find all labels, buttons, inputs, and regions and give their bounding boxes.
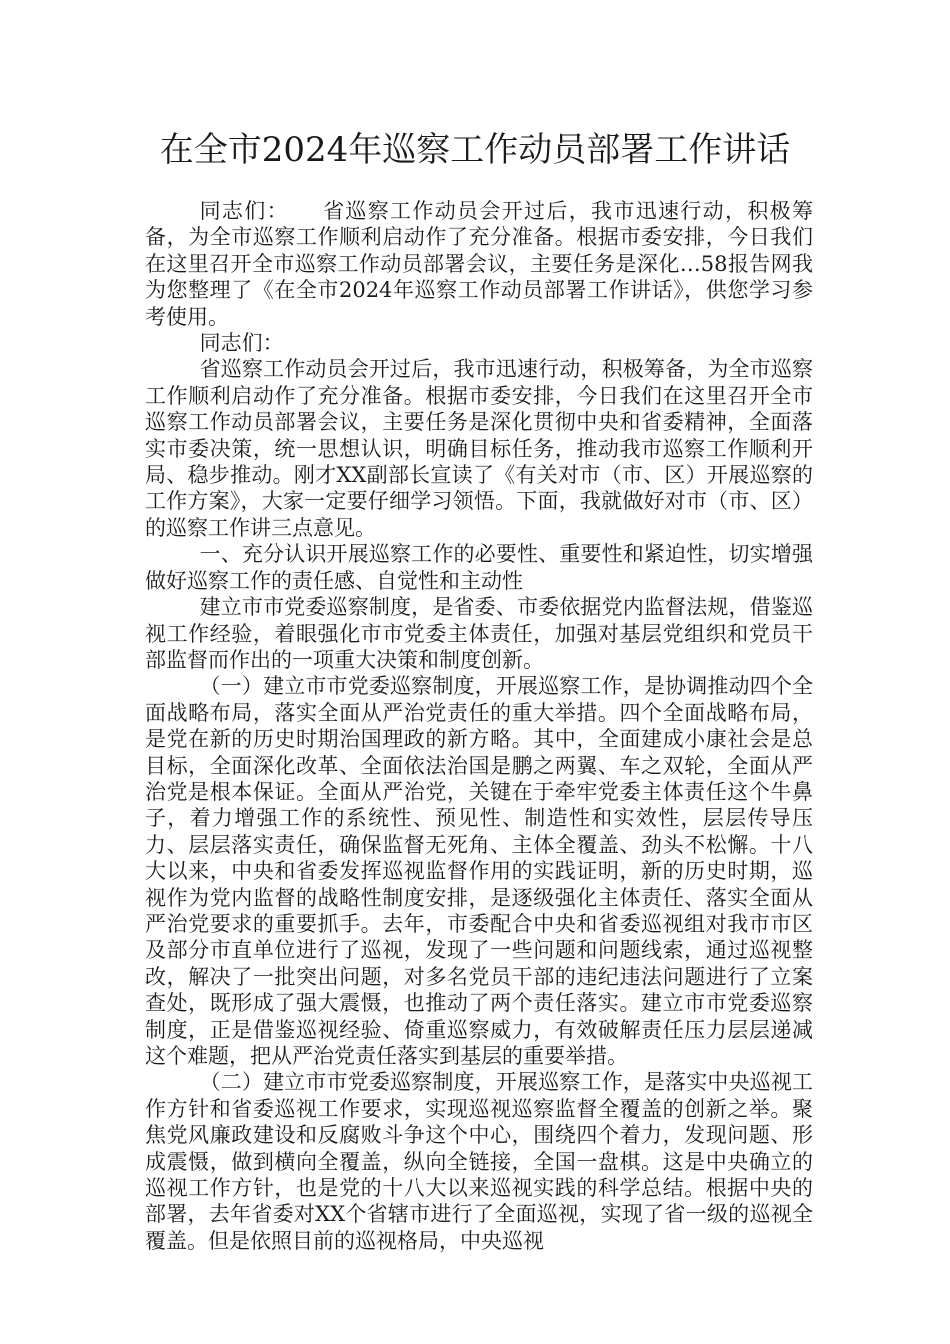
paragraph-salutation: 同志们： [199,331,284,356]
paragraph-point-1: （一）建立市市党委巡察制度，开展巡察工作，是协调推动四个全面战略布局，落实全面从严治党责任的重大举措。四个全面战略布局，是党在新的历史时期治国理政的新方略。其中，全面建成小康社会是总目标，全面深化改革、全面依法治国是鹏之两翼、车之双轮，全面从严治党是根本保证。全面从严治党，关键在于牵牢党委主体责任这个牛鼻子，着力增强工作的系统性、预见性、制造性和实效性，层层传导压力、层层落实责任，确保监督无死角、主体全覆盖、劲头不松懈。十八大以来，中央和省委发挥巡视监督作用的实践证明，新的历史时期，巡视作为党内监督的战略性制度安排，是逐级强化主体责任、落实全面从严治党要求的重要抓手。去年，市委配合中央和省委巡视组对我市市区及部分市直单位进行了巡视，发现了一些问题和问题线索，通过巡视整改，解决了一批突出问题，对多名党员干部的违纪违法问题进行了立案查处，既形成了强大震慑，也推动了两个责任落实。建立市市党委巡察制度，正是借鉴巡视经验、倚重巡察威力，有效破解责任压力层层递减这个难题，把从严治党责任落实到基层的重要举措。 [145,674,813,1068]
section-heading-1: 一、充分认识开展巡察工作的必要性、重要性和紧迫性，切实增强做好巡察工作的责任感、自觉性和主动性 [145,542,813,593]
paragraph-section-1-lead: 建立市市党委巡察制度，是省委、市委依据党内监督法规，借鉴巡视工作经验，着眼强化市市党委主体责任，加强对基层党组织和党员干部监督而作出的一项重大决策和制度创新。 [145,595,813,672]
document-body [145,198,813,1254]
document-title: 在全市2024年巡察工作动员部署工作讲话 [159,130,791,170]
paragraph-point-2: （二）建立市市党委巡察制度，开展巡察工作，是落实中央巡视工作方针和省委巡视工作要求，实现巡视巡察监督全覆盖的创新之举。聚焦党风廉政建设和反腐败斗争这个中心，围绕四个着力，发现问题、形成震慑，做到横向全覆盖，纵向全链接，全国一盘棋。这是中央确立的巡视工作方针，也是党的十八大以来巡视实践的科学总结。根据中央的部署，去年省委对XX个省辖市进行了全面巡视，实现了省一级的巡视全覆盖。但是依照目前的巡视格局，中央巡视 [145,1070,813,1253]
paragraph-summary: 同志们： 省巡察工作动员会开过后，我市迅速行动，积极筹备，为全市巡察工作顺利启动作了充分准备。根据市委安排，今日我们在这里召开全市巡察工作动员部署会议，主要任务是深化…58报告网我为您整理了《在全市2024年巡察工作动员部署工作讲话》，供您学习参考使用。 [145,199,813,329]
paragraph-intro: 省巡察工作动员会开过后，我市迅速行动，积极筹备，为全市巡察工作顺利启动作了充分准备。根据市委安排，今日我们在这里召开全市巡察工作动员部署会议，主要任务是深化贯彻中央和省委精神，全面落实市委决策，统一思想认识，明确目标任务，推动我市巡察工作顺利开局、稳步推动。刚才XX副部长宣读了《有关对市（市、区）开展巡察的工作方案》，大家一定要仔细学习领悟。下面，我就做好对市（市、区）的巡察工作讲三点意见。 [145,357,813,540]
